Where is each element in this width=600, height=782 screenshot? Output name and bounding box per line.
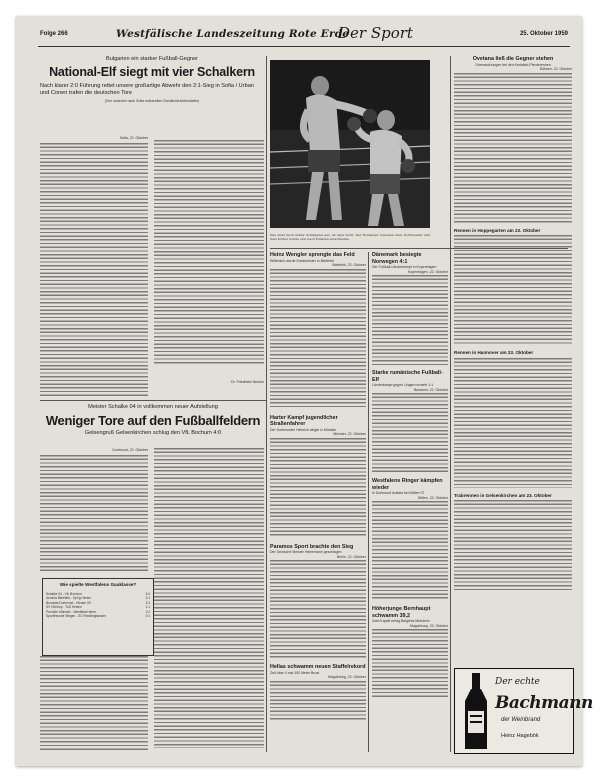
col3-a-body (270, 269, 366, 409)
col5-c-head: Rennen in Hannover am 23. Oktober (454, 350, 534, 355)
col5-d-head: Trabrennen in Gelsenkirchen am 23. Oktober (454, 492, 552, 498)
col4-c-head: Westfalens Ringer kämpfen wieder (372, 478, 443, 491)
table-row: Schalke 04 - VfL Bochum 4:0 (46, 591, 150, 596)
story2-column-b (154, 448, 264, 752)
story1-source: (Von unserem nach Sofia entsandten Sonderberichterstatter) (104, 99, 200, 103)
col3-c-dateline: Berlin, 22. Oktober (336, 554, 366, 559)
story2-column-c (40, 656, 148, 752)
story1-body-text (40, 143, 148, 397)
col4-d-dateline: Magdeburg, 22. Oktober (410, 623, 448, 628)
story2-body-text-c (40, 656, 148, 750)
table-row: Arminia Bielefeld - SpVg Herten 2:1 (46, 596, 150, 600)
col5-a-head: Ovetana ließ die Gegner stehen (472, 56, 554, 62)
col4-a-sub: Der Fußball-Länderkampf in Kopenhagen (372, 265, 437, 269)
table-row: SV Höntrop - TuS Helene 1:1 (46, 605, 150, 609)
story2-header (40, 404, 266, 444)
col4-c-dateline: Witten, 22. Oktober (417, 495, 448, 500)
col3-d-sub: Zeit über 4 mal 100 Meter Brust (270, 670, 320, 675)
col3-c-sub: Der Deutsche Meister Heinemann geschlagen (270, 550, 342, 554)
col4-a-head: Dänemark besiegte Norwegen 4:1 (372, 252, 422, 265)
newspaper-title: Westfälische Landeszeitung Rote Erde (116, 28, 350, 40)
bottle-icon (459, 671, 493, 751)
col3-c-body (270, 560, 366, 658)
story1-body-text-b (154, 140, 264, 364)
results-title: Wie spielte Westfalens Gauklasse? (59, 582, 137, 587)
story2-headline: Weniger Tore auf den Fußballfeldern (45, 413, 261, 428)
col3-b-sub: Der Dortmunder Heinrich siegte in Münster (270, 427, 337, 432)
table-row: Preußen Münster - Westfalia Herne 2:2 (46, 609, 150, 614)
results-box (42, 578, 154, 656)
story1-deck: Nach klarer 2:0 Führung rettet unsere großartige Abwehr den 2:1-Sieg in Sofia / Urban und Conen trafen die deutschen Tore (40, 83, 254, 96)
col3-a-sub: Willemich wurde Kreismeister in Bielefeld (270, 258, 334, 263)
col5-b-head: Rennen in Hoppegarten am 23. Oktober (454, 227, 541, 233)
table-row: Sportfreunde Siegen - SC Recklinghausen 0:1 (46, 614, 150, 618)
col4-c-sub: In Dortmund Auftakt bei Witten 07 (372, 491, 425, 495)
col4-a-dateline: Kopenhagen, 22. Oktober (407, 269, 448, 274)
col4-c-body (372, 501, 448, 601)
masthead (16, 16, 582, 50)
story2-kicker: Meister Schalke 04 in vollkommen neuer Aufstellung (88, 404, 218, 410)
col3-c-head: Paramos Sport brachte den Sieg (270, 543, 354, 550)
story1-headline: National-Elf siegt mit vier Schalkern (49, 65, 255, 79)
col4-a-body (372, 275, 448, 365)
col3-d-dateline: Magdeburg, 22. Oktober (328, 675, 366, 679)
column-rule (368, 252, 369, 752)
story2-column-a (40, 448, 148, 572)
col3-d-head: Hellas schwamm neuen Staffelrekord (270, 664, 366, 670)
ad-top-text: Der echte (495, 677, 540, 687)
col3-a-dateline: Bielefeld, 22. Oktober (332, 263, 366, 267)
col4-b-body (372, 393, 448, 473)
col5-c-body (454, 358, 572, 488)
col5-b-body (454, 235, 572, 345)
story1-kicker: Bulgarien ein starker Fußball-Gegner (105, 56, 199, 62)
story1-rule (40, 400, 266, 401)
col3-b-dateline: Münster, 22. Oktober (333, 432, 366, 436)
col5-a-body (454, 73, 572, 223)
ad-brand: Bachmann (495, 693, 593, 713)
col3-d-body (270, 681, 366, 721)
boxing-photo-image (270, 60, 430, 228)
newspaper-page (16, 16, 593, 766)
table-row: Borussia Dortmund - Hüsten 09 3:1 (46, 600, 150, 605)
results-table (46, 592, 150, 619)
column-rule (266, 56, 267, 752)
ad-line: der Weinbrand (501, 717, 541, 723)
masthead-rule (38, 46, 570, 47)
col4-b-head: Starke rumänische Fußball-Elf (372, 370, 443, 383)
photo-caption: Das sieht nach wilder Schlägerei aus, ist aber nicht. Der Boxkampf zwischen dem Dortmunder und dem Kölner wurde erst nach Punkten entschieden. (270, 233, 430, 242)
story1-byline: Dr. Friedhelm Becker (231, 380, 264, 384)
issue-number: Folge 266 (40, 31, 68, 37)
column-rule (450, 56, 451, 752)
col4-d-sub: Zwei Kapelt erfolg Belgiens Meisterin (372, 619, 430, 623)
col5-a-dateline: Dülmen, 22. Oktober (539, 67, 572, 71)
story2-dateline: Dortmund, 22. Oktober (112, 448, 148, 452)
col4-b-dateline: Bukarest, 22. Oktober (413, 387, 448, 392)
boxing-photo (270, 60, 430, 228)
bachmann-ad (454, 668, 593, 754)
col4-d-body (372, 629, 448, 699)
story1-column-a (40, 136, 148, 396)
col5-d-body (454, 500, 572, 590)
ad-maker: Heinz Hagebök (501, 733, 539, 739)
col3-b-head: Harter Kampf jugendlicher Straßenfahrer (270, 414, 338, 427)
story2-deck: Gelsengruß Gelsenkirchen schlug den VfL Bochum 4:0 (84, 430, 222, 436)
col4-d-head: Höherjunge Bernhaupt schwamm 39,2 (372, 606, 431, 619)
story1-column-b (154, 140, 264, 394)
col3-a-head: Heinz Wengler sprengte das Feld (270, 252, 355, 258)
column-four (372, 252, 448, 752)
issue-date: 25. Oktober 1959 (519, 31, 568, 37)
story1-dateline: Sofia, 22. Oktober (119, 136, 148, 140)
story2-body-text (40, 455, 148, 571)
column-three (270, 252, 366, 752)
col3-b-body (270, 438, 366, 538)
column-five (454, 56, 572, 664)
story2-body-text-b (154, 448, 264, 748)
section-title: Der Sport (338, 24, 413, 42)
col4-b-sub: Länderkampf gegen Ungarn endete 1:1 (372, 383, 434, 387)
col5-a-sub: Überraschungen bei den Kreisfeld-Pferderennen (475, 62, 551, 67)
